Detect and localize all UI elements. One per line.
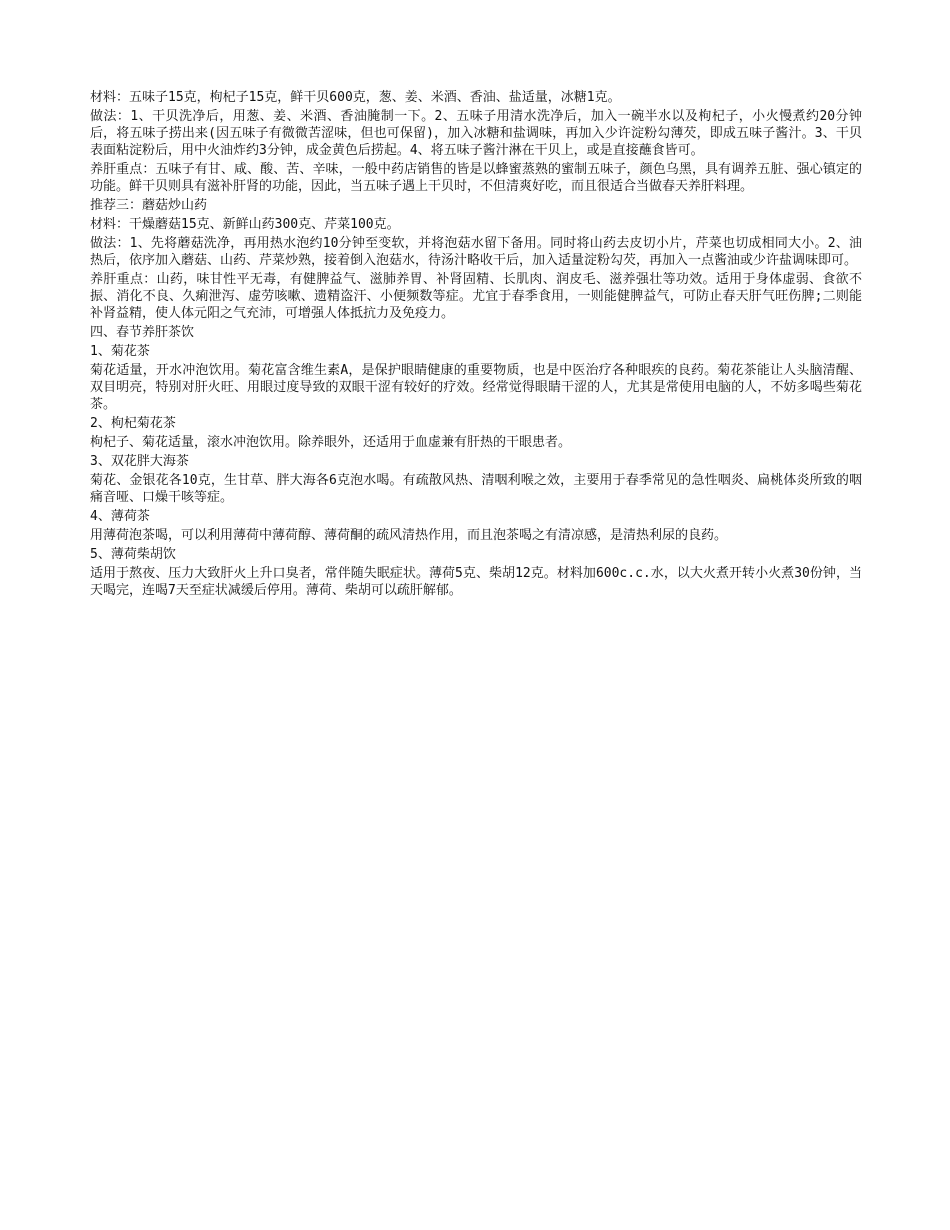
paragraph-mint-bupleurum-drink: 适用于熬夜、压力大致肝火上升口臭者，常伴随失眠症状。薄荷5克、柴胡12克。材料加600c.c.水，以大火煮开转小火煮30份钟，当天喝完，连喝7天至症状减缓后停用。薄荷、柴胡可以疏肝解郁。 (90, 566, 862, 598)
paragraph-liver-point-wuweizi: 养肝重点：五味子有甘、咸、酸、苦、辛味，一般中药店销售的皆是以蜂蜜蒸熟的蜜制五味子，颜色乌黑，具有调养五脏、强心镇定的功能。鲜干贝则具有滋补肝肾的功能，因此，当五味子遇上干贝时，不但清爽好吃，而且很适合当做春天养肝料理。 (90, 162, 862, 194)
heading-double-flower-tea: 3、双花胖大海茶 (90, 454, 189, 469)
paragraph-materials-mushroom-yam: 材料：干燥蘑菇15克、新鲜山药300克、芹菜100克。 (90, 217, 400, 232)
heading-recommendation-three: 推荐三：蘑菇炒山药 (90, 198, 208, 213)
paragraph-double-flower-tea: 菊花、金银花各10克，生甘草、胖大海各6克泡水喝。有疏散风热、清咽利喉之效，主要用于春季常见的急性咽炎、扁桃体炎所致的咽痛音哑、口燥干咳等症。 (90, 473, 862, 505)
paragraph-materials-wuweizi: 材料：五味子15克，枸杞子15克，鲜干贝600克，葱、姜、米酒、香油、盐适量，冰糖1克。 (90, 90, 621, 105)
paragraph-method-wuweizi: 做法：1、干贝洗净后，用葱、姜、米酒、香油腌制一下。2、五味子用清水洗净后，加入一碗半水以及枸杞子，小火慢煮约20分钟后，将五味子捞出来(因五味子有微微苦涩味，但也可保留)，加入冰糖和盐调味，再加入少许淀粉勾薄芡，即成五味子酱汁。3、干贝表面粘淀粉后，用中火油炸约3分钟，成金黄色后捞起。4、将五味子酱汁淋在干贝上，或是直接蘸食皆可。 (90, 109, 862, 158)
heading-mint-tea: 4、薄荷茶 (90, 509, 150, 524)
paragraph-mint-tea: 用薄荷泡茶喝，可以利用薄荷中薄荷醇、薄荷酮的疏风清热作用，而且泡茶喝之有清凉感，是清热利尿的良药。 (90, 528, 728, 543)
paragraph-chrysanthemum-tea: 菊花适量，开水冲泡饮用。菊花富含维生素A，是保护眼睛健康的重要物质，也是中医治疗各种眼疾的良药。菊花茶能让人头脑清醒、双目明亮，特别对肝火旺、用眼过度导致的双眼干涩有较好的疗效。经常觉得眼睛干涩的人，尤其是常使用电脑的人，不妨多喝些菊花茶。 (90, 363, 862, 412)
paragraph-goji-chrysanthemum-tea: 枸杞子、菊花适量，滚水冲泡饮用。除养眼外，还适用于血虚兼有肝热的干眼患者。 (90, 435, 572, 450)
paragraph-method-mushroom-yam: 做法：1、先将蘑菇洗净，再用热水泡约10分钟至变软，并将泡菇水留下备用。同时将山药去皮切小片，芹菜也切成相同大小。2、油热后，依序加入蘑菇、山药、芹菜炒熟，接着倒入泡菇水，待汤汁略收干后，加入适量淀粉勾芡，再加入一点酱油或少许盐调味即可。 (90, 236, 862, 268)
document-body (90, 89, 862, 601)
heading-goji-chrysanthemum-tea: 2、枸杞菊花茶 (90, 416, 176, 431)
heading-section-four-teas: 四、春节养肝茶饮 (90, 325, 195, 340)
heading-mint-bupleurum-drink: 5、薄荷柴胡饮 (90, 547, 176, 562)
paragraph-liver-point-yam: 养肝重点：山药，味甘性平无毒，有健脾益气、滋肺养胃、补肾固精、长肌肉、润皮毛、滋养强壮等功效。适用于身体虚弱、食欲不振、消化不良、久痢泄泻、虚劳咳嗽、遗精盗汗、小便频数等症。尤宜于春季食用，一则能健脾益气，可防止春天肝气旺伤脾;二则能补肾益精，使人体元阳之气充沛，可增强人体抵抗力及免疫力。 (90, 272, 862, 321)
heading-chrysanthemum-tea: 1、菊花茶 (90, 344, 150, 359)
